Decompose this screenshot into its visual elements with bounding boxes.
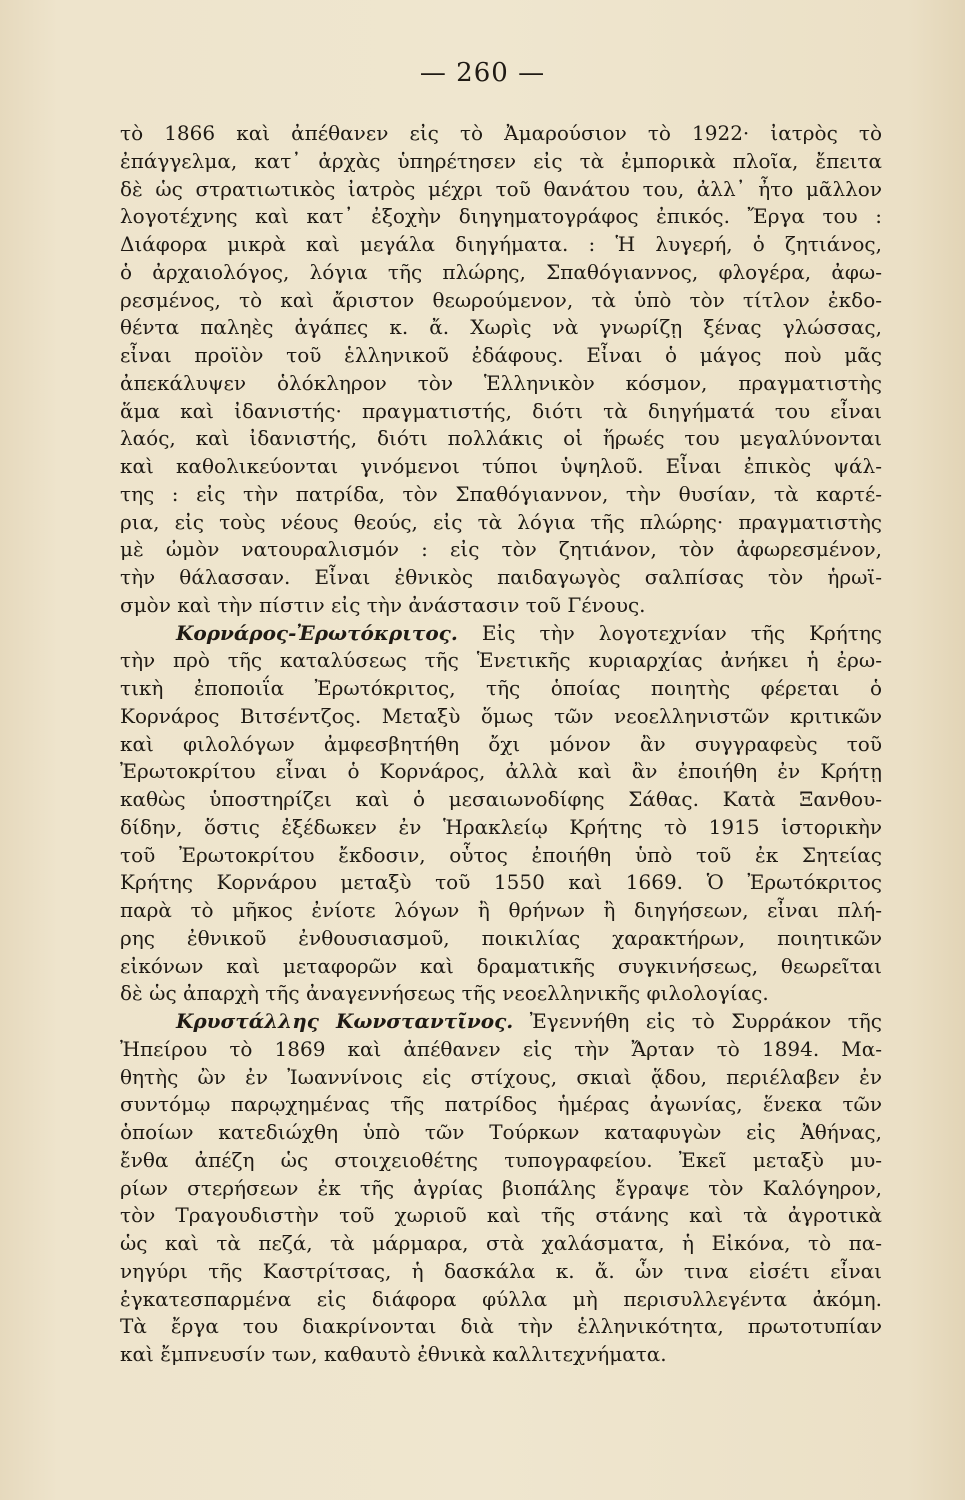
body-text — [120, 120, 882, 1369]
text-line: παρὰ τὸ μῆκος ἐνίοτε λόγων ἢ θρήνων ἢ διηγήσεων, εἶναι πλή- — [120, 898, 882, 922]
text-line: καὶ ἔμπνευσίν των, καθαυτὸ ἐθνικὰ καλλιτεχνήματα. — [120, 1342, 667, 1366]
text-line: Κορνάρος Βιτσέντζος. Μεταξὺ ὅμως τῶν νεοελληνιστῶν κριτικῶν — [120, 703, 882, 728]
text-line: ὁποίων κατεδιώχθη ὑπὸ τῶν Τούρκων καταφυγὼν εἰς Ἀθήνας, — [120, 1120, 882, 1144]
text-line: Κρήτης Κορνάρου μεταξὺ τοῦ 1550 καὶ 1669. Ὁ Ἐρωτόκριτος — [120, 870, 882, 895]
text-line: τικὴ ἐποποιΐα Ἐρωτόκριτος, τῆς ὁποίας ποιητὴς φέρεται ὁ — [120, 676, 882, 700]
text-line: ρια, εἰς τοὺς νέους θεούς, εἰς τὰ λόγια τῆς πλώρης· πραγματιστὴς — [120, 509, 882, 534]
text-line: θητὴς ὢν ἐν Ἰωαννίνοις εἰς στίχους, σκιαὶ ᾅδου, περιέλαβεν ἐν — [120, 1064, 882, 1089]
text-line: λογοτέχνης καὶ κατ᾿ ἐξοχὴν διηγηματογράφος ἐπικός. Ἔργα του : — [120, 204, 882, 229]
text-line: μὲ ὠμὸν νατουραλισμόν : εἰς τὸν ζητιάνον, τὸν ἀφωρεσμένον, — [120, 537, 882, 562]
entry-title: Κρυστάλλης Κωνσταντῖνος. — [176, 1009, 514, 1033]
text-line: ἔνθα ἀπέζη ὡς στοιχειοθέτης τυπογραφείου. Ἐκεῖ μεταξὺ μυ- — [120, 1147, 882, 1172]
text-line: σμὸν καὶ τὴν πίστιν εἰς τὴν ἀνάστασιν τοῦ Γένους. — [120, 592, 646, 617]
text-line: καὶ φιλολόγων ἀμφεσβητήθη ὄχι μόνον ἂν συγγραφεὺς τοῦ — [120, 731, 882, 756]
text-line: δὲ ὡς ἀπαρχὴ τῆς ἀναγεννήσεως τῆς νεοελληνικῆς φιλολογίας. — [120, 981, 769, 1006]
text-line: νηγύρι τῆς Καστρίτσας, ἡ δασκάλα κ. ἄ. ὧν τινα εἰσέτι εἶναι — [120, 1258, 882, 1283]
text-line: δίδην, ὅστις ἐξέδωκεν ἐν Ἡρακλείῳ Κρήτης τὸ 1915 ἱστορικὴν — [120, 814, 882, 839]
text-line: ὁ ἀρχαιολόγος, λόγια τῆς πλώρης, Σπαθόγιαννος, φλογέρα, ἀφω- — [120, 259, 882, 284]
text-line: Ἠπείρου τὸ 1869 καὶ ἀπέθανεν εἰς τὴν Ἄρταν τὸ 1894. Μα- — [120, 1036, 882, 1061]
text-line: θέντα παληὲς ἀγάπες κ. ἄ. Χωρὶς νὰ γνωρίζῃ ξένας γλώσσας, — [120, 315, 882, 340]
text-line: ὡς καὶ τὰ πεζά, τὰ μάρμαρα, στὰ χαλάσματα, ἡ Εἰκόνα, τὸ πα- — [120, 1231, 882, 1255]
text-line: Διάφορα μικρὰ καὶ μεγάλα διηγήματα. : Ἡ λυγερή, ὁ ζητιάνος, — [120, 232, 882, 256]
text-line: εἶναι προϊὸν τοῦ ἑλληνικοῦ ἐδάφους. Εἶναι ὁ μάγος ποὺ μᾶς — [120, 343, 882, 367]
text-line: τοῦ Ἐρωτοκρίτου ἔκδοσιν, οὗτος ἐποιήθη ὑπὸ τοῦ ἐκ Σητείας — [120, 842, 882, 867]
text-line: της : εἰς τὴν πατρίδα, τὸν Σπαθόγιαννον, τὴν θυσίαν, τὰ καρτέ- — [120, 481, 882, 506]
entry-heading-rest: Ἐγεννήθη εἰς τὸ Συρράκον τῆς — [513, 1009, 882, 1033]
text-line: ἀπεκάλυψεν ὁλόκληρον τὸν Ἑλληνικὸν κόσμον, πραγματιστὴς — [120, 370, 882, 395]
entry-heading-line — [120, 620, 882, 648]
text-line: ἐπάγγελμα, κατ᾿ ἀρχὰς ὑπηρέτησεν εἰς τὰ ἐμπορικὰ πλοῖα, ἔπειτα — [120, 148, 882, 173]
text-line: δὲ ὡς στρατιωτικὸς ἰατρὸς μέχρι τοῦ θανάτου του, ἀλλ᾿ ἦτο μᾶλλον — [120, 176, 882, 201]
text-line: τὴν πρὸ τῆς καταλύσεως τῆς Ἑνετικῆς κυριαρχίας ἀνήκει ἡ ἐρω- — [120, 648, 882, 673]
text-line: τὸ 1866 καὶ ἀπέθανεν εἰς τὸ Ἀμαρούσιον τὸ 1922· ἰατρὸς τὸ — [120, 121, 882, 145]
text-line: Τὰ ἔργα του διακρίνονται διὰ τὴν ἑλληνικότητα, πρωτοτυπίαν — [120, 1314, 882, 1339]
text-line: τὴν θάλασσαν. Εἶναι ἐθνικὸς παιδαγωγὸς σαλπίσας τὸν ἡρωϊ- — [120, 565, 882, 589]
text-line: εἰκόνων καὶ μεταφορῶν καὶ δραματικῆς συγκινήσεως, θεωρεῖται — [120, 953, 882, 978]
text-line: ρης ἐθνικοῦ ἐνθουσιασμοῦ, ποικιλίας χαρακτήρων, ποιητικῶν — [120, 925, 882, 950]
text-line: λαός, καὶ ἰδανιστής, διότι πολλάκις οἱ ἥρωές του μεγαλύνονται — [120, 426, 882, 451]
text-line: ἅμα καὶ ἰδανιστής· πραγματιστής, διότι τὰ διηγήματά του εἶναι — [120, 398, 882, 423]
text-line: καὶ καθολικεύονται γινόμενοι τύποι ὑψηλοῦ. Εἶναι ἐπικὸς ψάλ- — [120, 454, 882, 478]
text-line: ἐγκατεσπαρμένα εἰς διάφορα φύλλα μὴ περισυλλεγέντα ἀκόμη. — [120, 1286, 882, 1311]
text-line: συντόμῳ παρῳχημένας τῆς πατρίδος ἡμέρας ἀγωνίας, ἕνεκα τῶν — [120, 1092, 882, 1117]
text-line: τὸν Τραγουδιστὴν τοῦ χωριοῦ καὶ τῆς στάνης καὶ τὰ ἀγροτικὰ — [120, 1203, 882, 1228]
entry-title: Κορνάρος-Ἐρωτόκριτος. — [176, 620, 458, 645]
entry-heading-rest: Εἰς τὴν λογοτεχνίαν τῆς Κρήτης — [457, 620, 882, 645]
text-line: ρίων στερήσεων ἐκ τῆς ἀγρίας βιοπάλης ἔγραψε τὸν Καλόγηρον, — [120, 1175, 882, 1200]
page-number: — 260 — — [419, 58, 546, 88]
text-line: καθὼς ὑποστηρίζει καὶ ὁ μεσαιωνοδίφης Σάθας. Κατὰ Ξανθου- — [120, 787, 882, 811]
entry-heading-line — [120, 1008, 882, 1036]
text-line: Ἐρωτοκρίτου εἶναι ὁ Κορνάρος, ἀλλὰ καὶ ἂν ἐποιήθη ἐν Κρήτῃ — [120, 759, 882, 784]
text-line: ρεσμένος, τὸ καὶ ἄριστον θεωρούμενον, τὰ ὑπὸ τὸν τίτλον ἐκδο- — [120, 287, 882, 312]
